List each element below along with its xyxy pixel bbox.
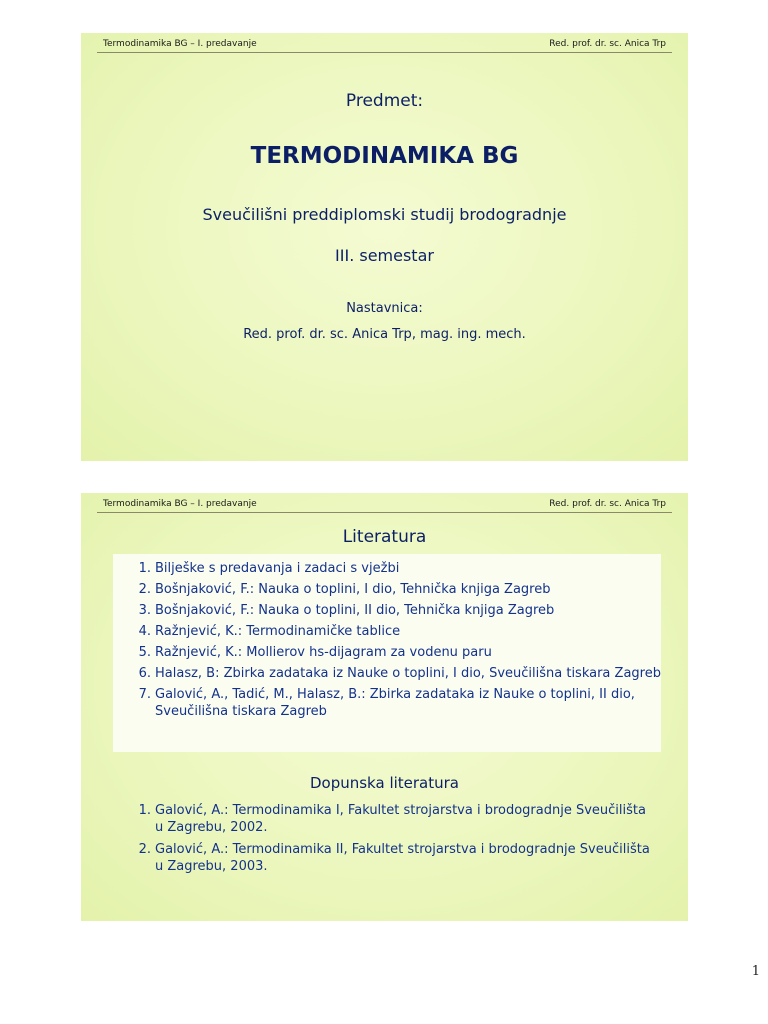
semester: III. semestar [335,246,434,265]
teacher-label: Nastavnica: [346,301,423,316]
literature-box [113,554,661,752]
list-item [113,802,653,836]
list-number: 1. [138,561,151,576]
list-text: Halasz, B: Zbirka zadataka iz Nauke o toplini, I dio, Sveučilišna tiskara Zagreb [155,666,661,681]
slide-1 [81,33,688,461]
list-text: Galović, A., Tadić, M., Halasz, B.: Zbirka zadataka iz Nauke o toplini, II dio, Sveučilišna tiskara Zagreb [155,687,635,719]
list-item [113,560,661,577]
list-text: Ražnjević, K.: Mollierov hs-dijagram za vodenu paru [155,645,492,660]
list-text: Bošnjaković, F.: Nauka o toplini, I dio, Tehnička knjiga Zagreb [155,582,551,597]
supplementary-title: Dopunska literatura [309,774,459,792]
list-number: 2. [138,582,151,597]
list-item [113,581,661,598]
slide-header [97,36,672,53]
list-text: Galović, A.: Termodinamika II, Fakultet strojarstva i brodogradnje Sveučilišta u Zagrebu, 2003. [155,842,650,874]
list-number: 1. [138,803,151,818]
list-text: Bilješke s predavanja i zadaci s vježbi [155,561,400,576]
list-number: 2. [138,842,151,857]
list-text: Galović, A.: Termodinamika I, Fakultet strojarstva i brodogradnje Sveučilišta u Zagrebu, 2002. [155,803,646,835]
slide-header [97,496,672,513]
list-item [113,644,661,661]
header-course: Termodinamika BG – I. predavanje [103,39,257,49]
literature-list [113,560,661,724]
teacher-name: Red. prof. dr. sc. Anica Trp, mag. ing. mech. [243,327,526,342]
supplementary-list [113,802,653,880]
course-title: TERMODINAMIKA BG [250,143,519,169]
list-number: 6. [138,666,151,681]
header-author: Red. prof. dr. sc. Anica Trp [549,499,666,509]
list-item [113,602,661,619]
list-number: 4. [138,624,151,639]
list-item [113,841,653,875]
list-number: 5. [138,645,151,660]
list-text: Bošnjaković, F.: Nauka o toplini, II dio, Tehnička knjiga Zagreb [155,603,555,618]
header-course: Termodinamika BG – I. predavanje [103,499,257,509]
list-number: 7. [138,687,151,702]
list-item [113,623,661,640]
list-number: 3. [138,603,151,618]
literature-title: Literatura [342,527,427,547]
page-number: 1 [751,964,760,979]
slide-2 [81,493,688,921]
study-program: Sveučilišni preddiplomski studij brodogradnje [202,205,567,224]
list-item [113,686,661,720]
header-author: Red. prof. dr. sc. Anica Trp [549,39,666,49]
list-text: Ražnjević, K.: Termodinamičke tablice [155,624,401,639]
list-item [113,665,661,682]
subject-label: Predmet: [345,91,424,111]
